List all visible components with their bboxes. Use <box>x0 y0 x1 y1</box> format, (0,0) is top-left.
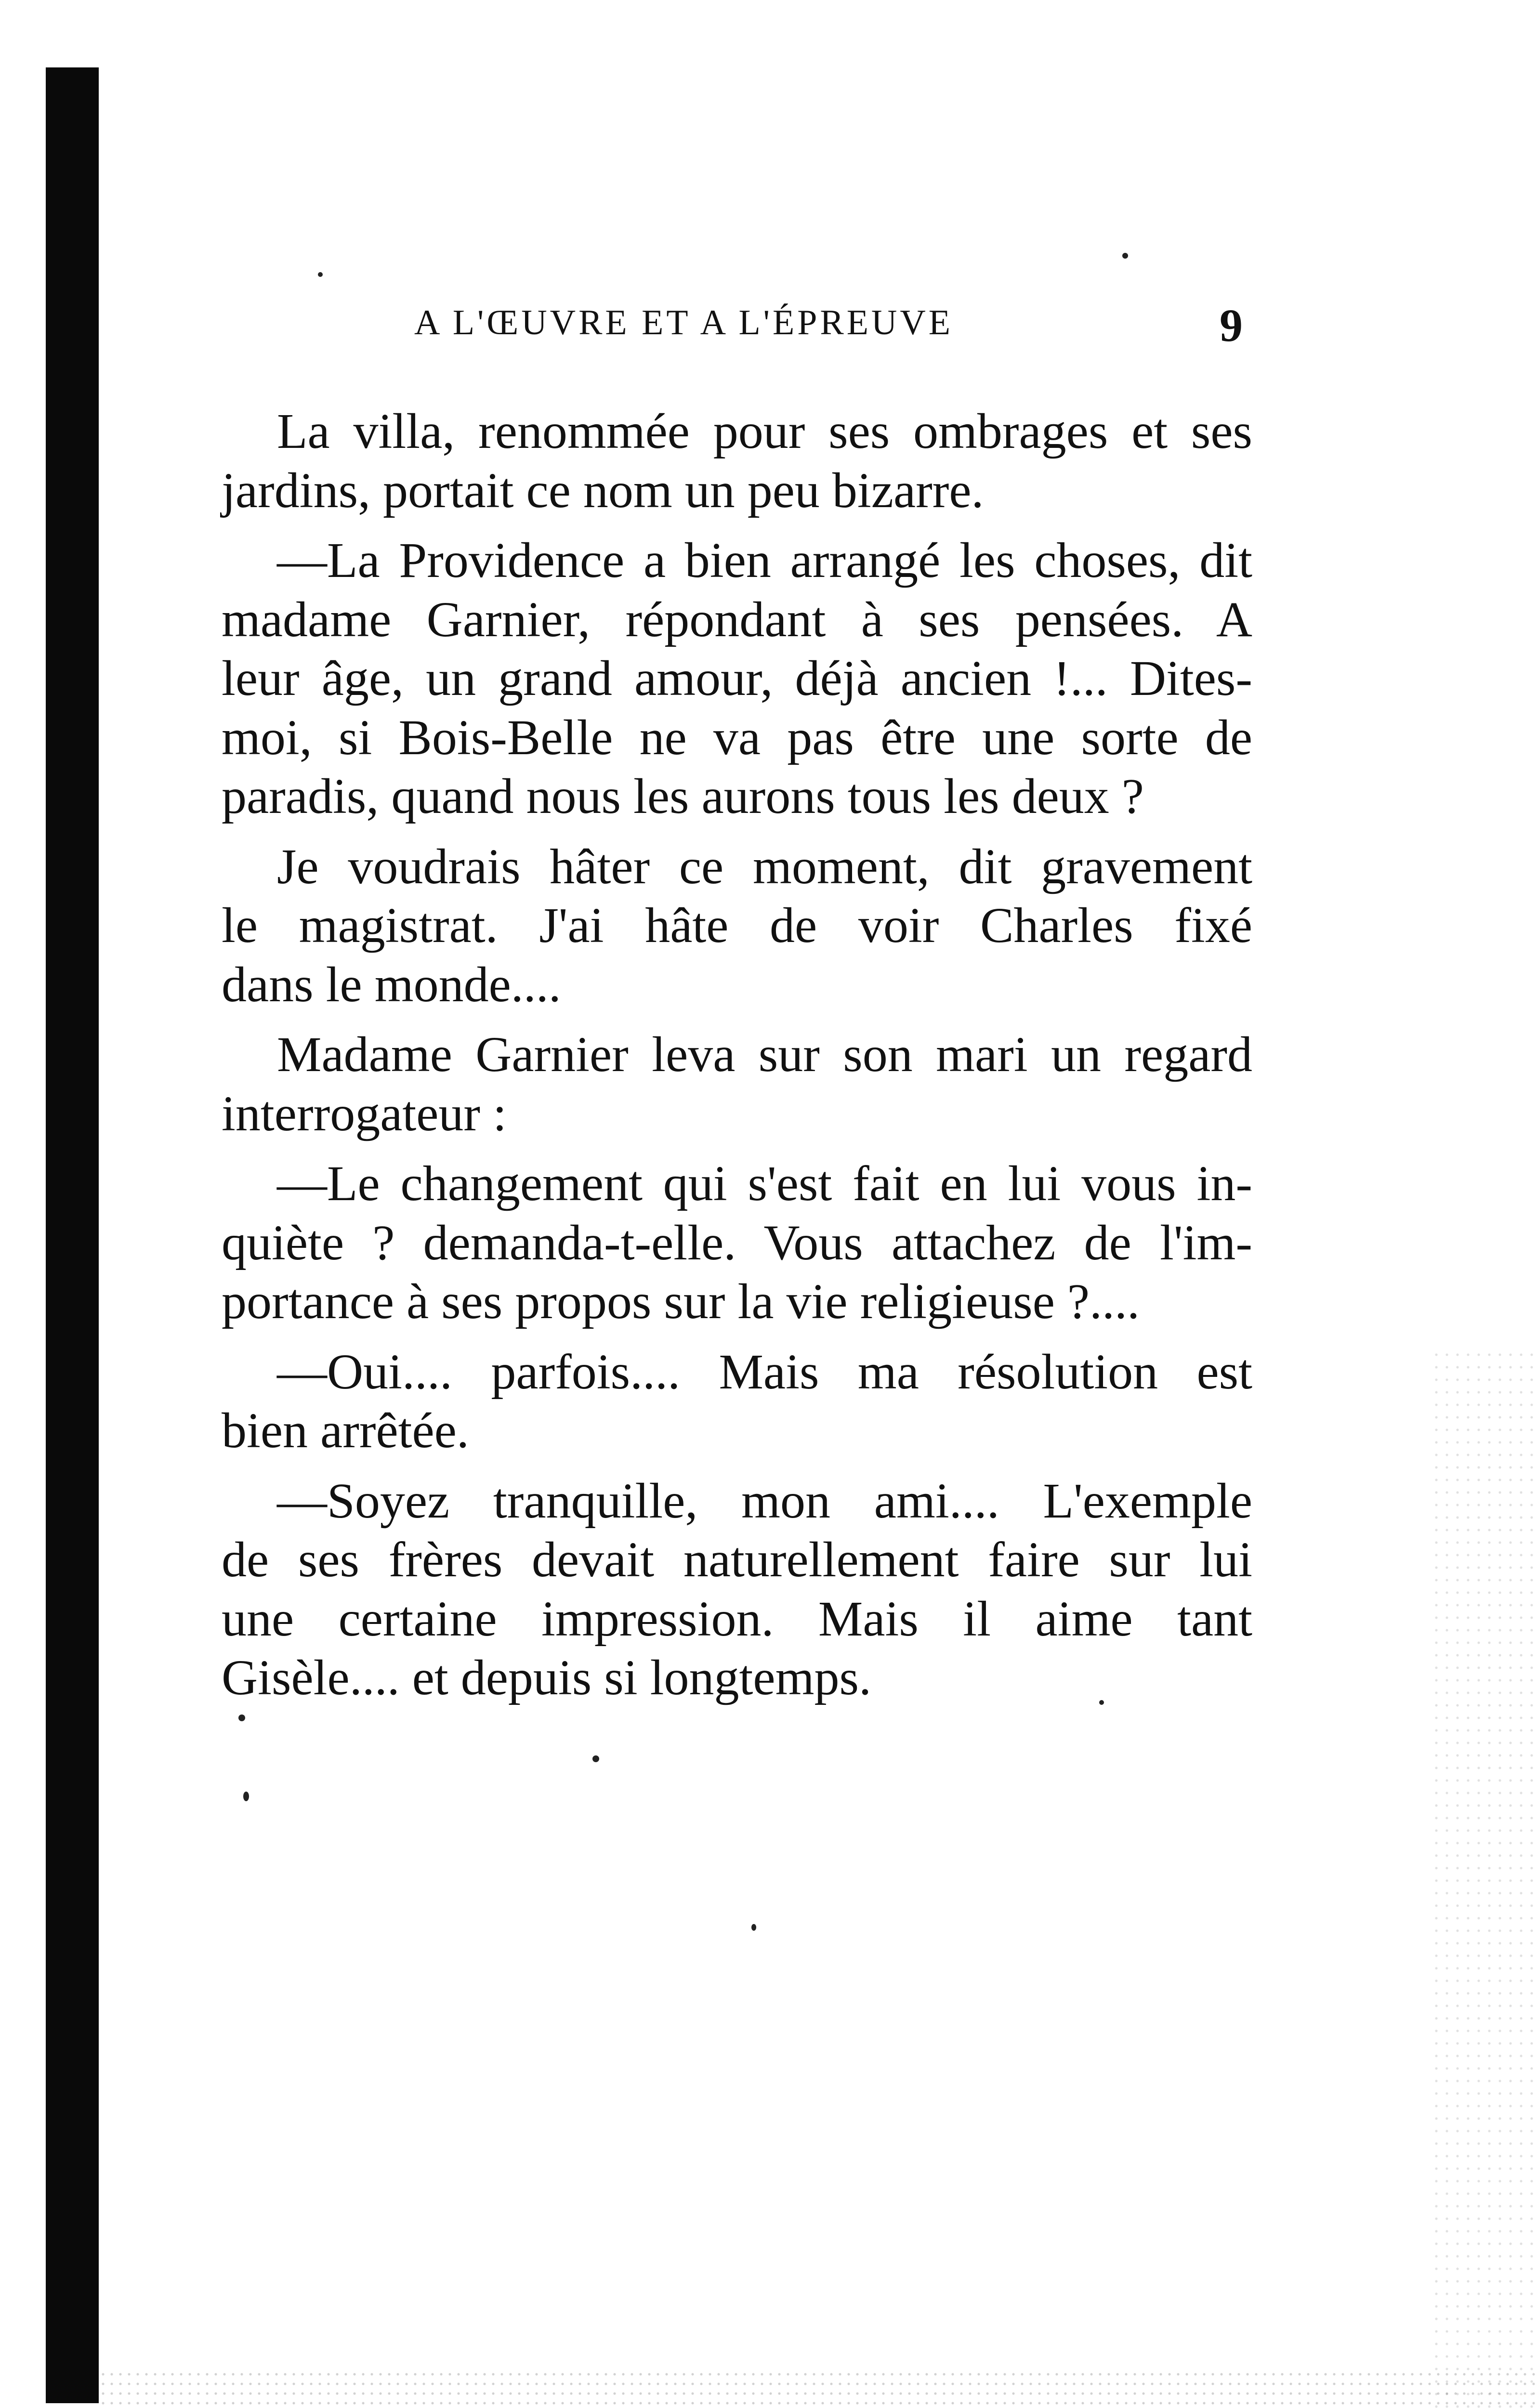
text-line: portance à ses propos sur la vie religieuse ?.... <box>222 1274 1140 1329</box>
scan-noise-right <box>1431 1348 1537 2408</box>
text-line: Je voudrais hâter ce moment, dit gravement <box>277 838 1252 894</box>
ink-speck <box>243 1792 249 1801</box>
ink-speck <box>1122 253 1128 259</box>
page-number: 9 <box>1220 300 1243 351</box>
text-line: une certaine impression. Mais il aime tant <box>222 1591 1252 1647</box>
text-line: bien arrêtée. <box>222 1403 469 1458</box>
paragraph <box>222 838 1252 1015</box>
text-line: —La Providence a bien arrangé les choses, dit <box>277 533 1252 588</box>
scan-noise-bottom <box>99 2369 1537 2408</box>
paragraph <box>222 531 1252 826</box>
paragraph <box>222 1343 1252 1461</box>
running-title: A L'ŒUVRE ET A L'ÉPREUVE <box>414 303 954 342</box>
text-line: dans le monde.... <box>222 956 561 1012</box>
text-line: —Oui.... parfois.... Mais ma résolution est <box>277 1344 1252 1400</box>
text-line: de ses frères devait naturellement faire sur lui <box>222 1532 1252 1587</box>
ink-speck <box>1099 1700 1104 1705</box>
paragraph <box>222 1025 1252 1143</box>
ink-speck <box>751 1924 756 1931</box>
text-line: paradis, quand nous les aurons tous les deux ? <box>222 769 1144 824</box>
paragraph <box>222 1154 1252 1332</box>
text-line: —Le changement qui s'est fait en lui vous in- <box>277 1156 1252 1211</box>
binding-shadow <box>46 67 99 2403</box>
text-line: La villa, renommée pour ses ombrages et ses <box>277 404 1252 459</box>
text-line: —Soyez tranquille, mon ami.... L'exemple <box>277 1473 1252 1529</box>
text-line: leur âge, un grand amour, déjà ancien !... Dites- <box>222 651 1252 706</box>
text-line: Madame Garnier leva sur son mari un regard <box>277 1027 1252 1082</box>
text-line: interrogateur : <box>222 1086 507 1141</box>
text-line: madame Garnier, répondant à ses pensées. A <box>222 591 1252 647</box>
text-line: jardins, portait ce nom un peu bizarre. <box>222 462 984 518</box>
ink-speck <box>318 272 323 277</box>
body-text <box>222 402 1252 1719</box>
text-line: le magistrat. J'ai hâte de voir Charles fixé <box>222 898 1252 953</box>
ink-speck <box>238 1714 245 1721</box>
text-line: Gisèle.... et depuis si longtemps. <box>222 1650 871 1705</box>
text-line: moi, si Bois-Belle ne va pas être une sorte de <box>222 709 1252 765</box>
text-line: quiète ? demanda-t-elle. Vous attachez de l'im- <box>222 1215 1252 1270</box>
paragraph <box>222 402 1252 520</box>
paragraph <box>222 1472 1252 1708</box>
ink-speck <box>592 1755 599 1762</box>
